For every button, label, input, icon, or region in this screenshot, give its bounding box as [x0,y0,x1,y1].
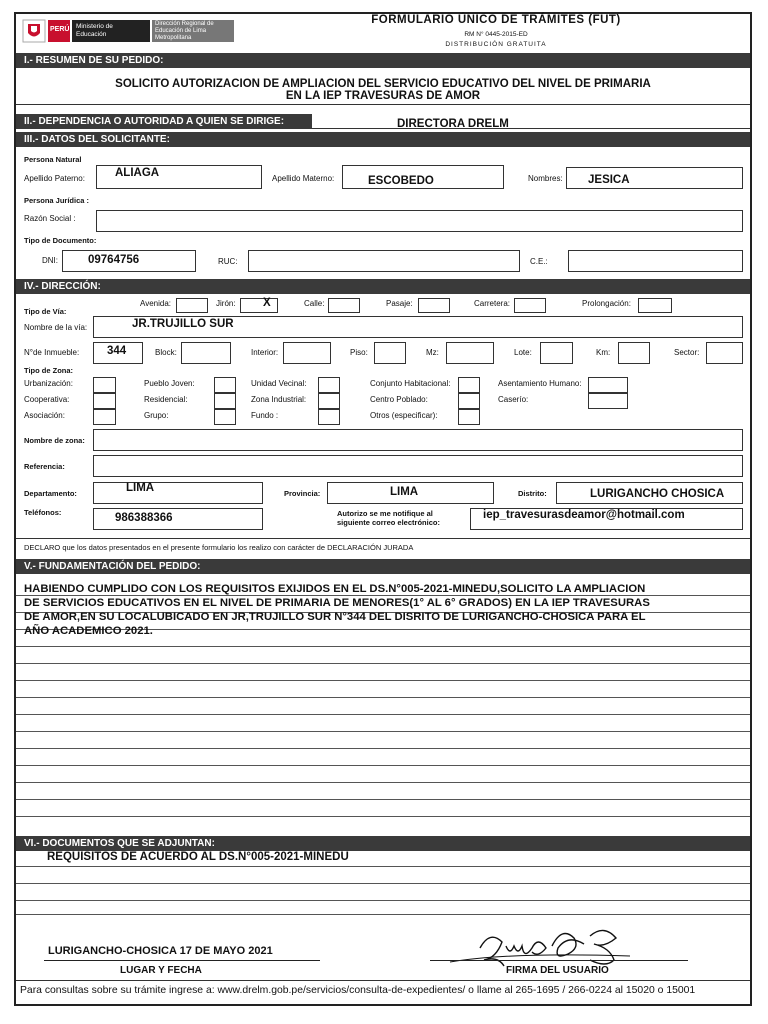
departamento-field[interactable] [93,482,263,504]
otros-checkbox[interactable] [458,409,480,425]
grupo-label: Grupo: [144,411,169,420]
authority-value: DIRECTORA DRELM [397,118,509,130]
fundamentacion-line-2: DE SERVICIOS EDUCATIVOS EN EL NIVEL DE PRIMARIA DE MENORES(1° AL 6° GRADOS) EN LA IEP TRAVESURAS [24,597,650,609]
section-1-heading: I.- RESUMEN DE SU PEDIDO: [16,53,750,68]
persona-juridica-label: Persona Jurídica : [24,196,90,205]
dni-value: 09764756 [88,254,140,266]
calle-label: Calle: [304,299,325,308]
caserio-label: Caserío: [498,395,529,404]
piso-label: Piso: [350,348,368,357]
carretera-checkbox[interactable] [514,298,546,313]
section-4-heading: IV.- DIRECCIÓN: [16,279,750,294]
ruled-line [16,765,750,766]
request-summary-line-2: EN LA IEP TRAVESURAS DE AMOR [285,90,481,102]
otros-label: Otros (especificar): [370,411,438,420]
apellido-paterno-value: ALIAGA [115,167,160,179]
interior-field[interactable] [283,342,331,364]
apellido-materno-label: Apellido Materno: [272,174,335,183]
nombre-zona-label: Nombre de zona: [24,436,85,445]
place-date-line [44,960,320,961]
section-5-heading: V.- FUNDAMENTACIÓN DEL PEDIDO: [16,559,750,574]
caserio-checkbox[interactable] [588,393,628,409]
pasaje-checkbox[interactable] [418,298,450,313]
km-label: Km: [596,348,611,357]
asentamiento-checkbox[interactable] [588,377,628,393]
prolongacion-label: Prolongación: [582,299,631,308]
conjunto-label: Conjunto Habitacional: [370,379,451,388]
fundamentacion-text[interactable] [24,582,750,638]
carretera-label: Carretera: [474,299,511,308]
ruled-line [16,799,750,800]
ruc-field[interactable] [248,250,520,272]
zona-industrial-checkbox[interactable] [318,393,340,409]
mz-field[interactable] [446,342,494,364]
fundo-checkbox[interactable] [318,409,340,425]
autorizo-label: Autorizo se me notifique al siguiente correo electrónico: [337,509,440,527]
distrito-value: LURIGANCHO CHOSICA [590,488,725,500]
place-date-label: LUGAR Y FECHA [120,965,202,976]
tipo-via-label: Tipo de Vía: [24,307,67,316]
centro-poblado-checkbox[interactable] [458,393,480,409]
nombre-via-value: JR.TRUJILLO SUR [132,318,234,330]
referencia-label: Referencia: [24,462,65,471]
divider [16,104,750,105]
residencial-checkbox[interactable] [214,393,236,409]
calle-checkbox[interactable] [328,298,360,313]
tipo-documento-label: Tipo de Documento: [24,236,97,245]
signature-line [430,960,688,961]
nombres-value: JESICA [588,174,630,186]
provincia-label: Provincia: [284,489,321,498]
nombres-label: Nombres: [528,174,563,183]
ruled-line [16,900,750,901]
tipo-zona-label: Tipo de Zona: [24,366,74,375]
departamento-label: Departamento: [24,489,77,498]
distrito-label: Distrito: [518,489,547,498]
ruled-line [16,748,750,749]
telefonos-label: Teléfonos: [24,508,62,517]
ruled-line [16,883,750,884]
declaracion-jurada: DECLARO que los datos presentados en el presente formulario los realizo con carácter de DECLARACIÓN JURADA [24,543,414,552]
ruled-line [16,714,750,715]
avenida-checkbox[interactable] [176,298,208,313]
consultas-note: Para consultas sobre su trámite ingrese a: www.drelm.gob.pe/servicios/consulta-de-expedientes/ o llame al 265-1695 / 266-0224 al 15020 o 15001 [20,985,696,996]
jiron-mark: X [263,297,271,309]
section-2-heading: II.- DEPENDENCIA O AUTORIDAD A QUIEN SE DIRIGE: [16,114,312,129]
persona-natural-label: Persona Natural [24,155,82,164]
referencia-field[interactable] [93,455,743,477]
form-title: FORMULARIO ÚNICO DE TRÁMITES (FUT) [371,14,621,26]
pueblo-joven-checkbox[interactable] [214,377,236,393]
jiron-checkbox[interactable] [240,298,278,313]
jiron-label: Jirón: [216,299,236,308]
peru-badge: PERÚ [48,20,70,42]
inmueble-value: 344 [107,345,127,357]
place-date-value[interactable]: LURIGANCHO-CHOSICA 17 DE MAYO 2021 [48,945,273,957]
email-value: iep_travesurasdeamor@hotmail.com [483,509,685,521]
dni-label: DNI: [42,256,58,265]
pueblo-joven-label: Pueblo Joven: [144,379,195,388]
ruled-line [16,914,750,915]
section-3-heading: III.- DATOS DEL SOLICITANTE: [16,132,750,147]
inmueble-label: N°de Inmueble: [24,348,80,357]
interior-label: Interior: [251,348,279,357]
ruled-line [16,866,750,867]
lote-field[interactable] [540,342,573,364]
mz-label: Mz: [426,348,439,357]
ruled-line [16,663,750,664]
ministry-badge: Ministerio de Educación [72,20,150,42]
nombre-via-label: Nombre de la vía: [24,323,88,332]
cooperativa-label: Cooperativa: [24,395,70,404]
ruled-line [16,697,750,698]
signature-label: FIRMA DEL USUARIO [506,965,609,976]
distribution-note: DISTRIBUCIÓN GRATUITA [445,41,547,48]
divider [16,980,750,981]
cooperativa-checkbox[interactable] [93,393,116,409]
lote-label: Lote: [514,348,532,357]
ruled-line [16,646,750,647]
regional-badge: Dirección Regional de Educación de Lima Metropolitana [152,20,234,42]
ruled-line [16,680,750,681]
fundamentacion-line-3: DE AMOR,EN SU LOCALUBICADO EN JR,TRUJILLO SUR N°344 DEL DISRITO DE LURIGANCHO-CHOSICA PARA EL [24,611,646,623]
grupo-checkbox[interactable] [214,409,236,425]
prolongacion-checkbox[interactable] [638,298,672,313]
fundo-label: Fundo : [251,411,279,420]
asentamiento-label: Asentamiento Humano: [498,379,582,388]
sector-field[interactable] [706,342,743,364]
authority-field[interactable] [312,114,750,129]
nombre-zona-field[interactable] [93,429,743,451]
razon-social-field[interactable] [96,210,743,232]
peru-coat-of-arms-icon [22,19,46,43]
piso-field[interactable] [374,342,406,364]
unidad-vecinal-label: Unidad Vecinal: [251,379,307,388]
departamento-value: LIMA [126,482,155,494]
urbanizacion-label: Urbanización: [24,379,73,388]
asociacion-checkbox[interactable] [93,409,116,425]
block-label: Block: [155,348,177,357]
fundamentacion-line-1: HABIENDO CUMPLIDO CON LOS REQUISITOS EXIJIDOS EN EL DS.N°005-2021-MINEDU,SOLICITO LA AMPLIACION [24,583,646,595]
razon-social-label: Razón Social : [24,214,76,223]
ruled-line [16,816,750,817]
divider [16,538,750,539]
apellido-paterno-label: Apellido Paterno: [24,174,85,183]
residencial-label: Residencial: [144,395,188,404]
avenida-label: Avenida: [140,299,171,308]
unidad-vecinal-checkbox[interactable] [318,377,340,393]
asociacion-label: Asociación: [24,411,65,420]
sector-label: Sector: [674,348,700,357]
ruled-line [16,731,750,732]
request-summary[interactable] [16,78,750,102]
fundamentacion-line-4: AÑO ACADEMICO 2021. [24,625,153,637]
request-summary-line-1: SOLICITO AUTORIZACION DE AMPLIACION DEL SERVICIO EDUCATIVO DEL NIVEL DE PRIMARIA [115,78,651,90]
document-item-1[interactable]: REQUISITOS DE ACUERDO AL DS.N°005-2021-MINEDU [47,851,349,863]
section-6-heading: VI.- DOCUMENTOS QUE SE ADJUNTAN: [16,836,750,851]
provincia-value: LIMA [390,486,419,498]
ruled-line [16,782,750,783]
zona-industrial-label: Zona Industrial: [251,395,307,404]
apellido-materno-value: ESCOBEDO [368,175,434,187]
telefono-value: 986388366 [115,512,173,524]
km-field[interactable] [618,342,650,364]
ce-field[interactable] [568,250,743,272]
block-field[interactable] [181,342,231,364]
rm-number: RM N° 0445-2015-ED [464,31,528,38]
pasaje-label: Pasaje: [386,299,413,308]
conjunto-checkbox[interactable] [458,377,480,393]
ruc-label: RUC: [218,257,238,266]
ce-label: C.E.: [530,257,548,266]
centro-poblado-label: Centro Poblado: [370,395,428,404]
urbanizacion-checkbox[interactable] [93,377,116,393]
